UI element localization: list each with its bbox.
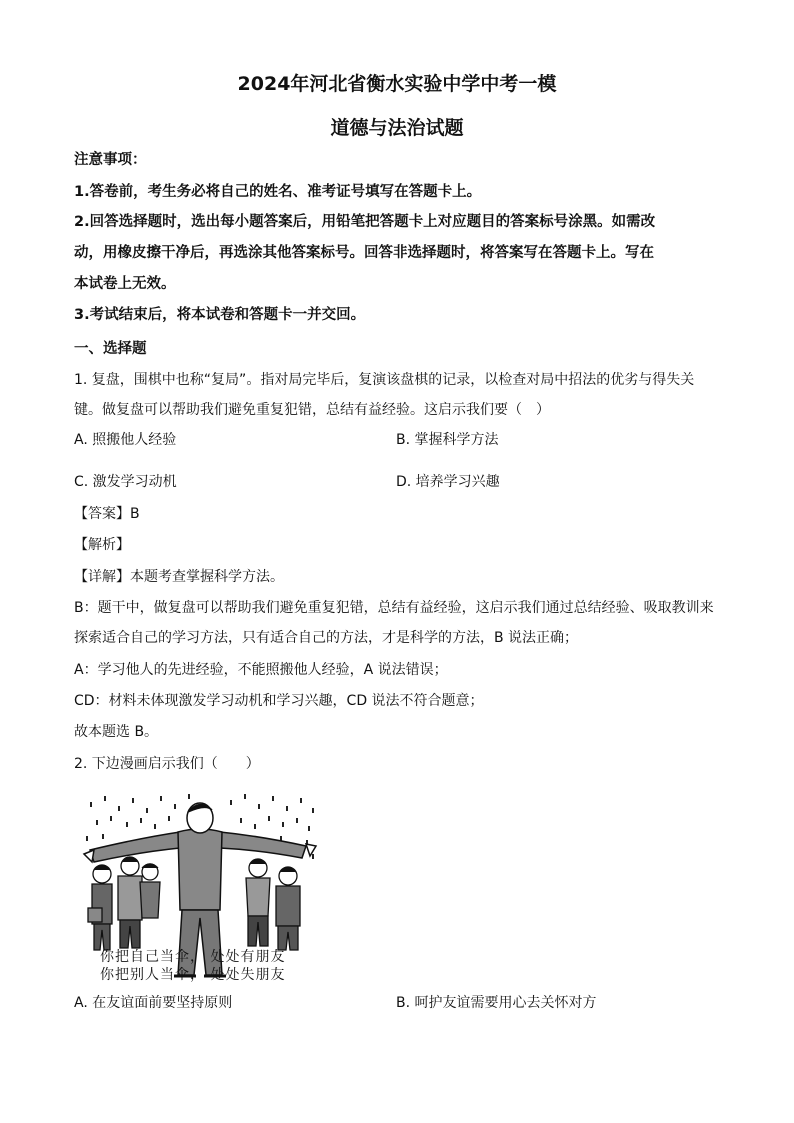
- section-heading: 一、选择题: [74, 341, 147, 357]
- q1-answer: 【答案】B: [74, 506, 140, 522]
- q1-stem-line2: 键。做复盘可以帮助我们避免重复犯错，总结有益经验。这启示我们要（ ）: [74, 402, 550, 418]
- cartoon-caption-line2: 你把别人当伞， 处处失朋友: [100, 967, 286, 983]
- q1-detail: 【详解】本题考查掌握科学方法。: [74, 569, 284, 585]
- q1-conclusion: 故本题选 B。: [74, 724, 159, 740]
- q1-option-c: C. 激发学习动机: [74, 474, 177, 490]
- q1-explanation: A：学习他人的先进经验，不能照搬他人经验，A 说法错误；: [74, 662, 448, 678]
- q1-explanation: CD：材料未体现激发学习动机和学习兴趣，CD 说法不符合题意；: [74, 693, 484, 709]
- note-item: 本试卷上无效。: [74, 276, 176, 292]
- left-group-figures: [88, 857, 160, 950]
- q1-explanation: 探索适合自己的学习方法，只有适合自己的方法，才是科学的方法，B 说法正确；: [74, 630, 579, 646]
- q2-option-b: B. 呵护友谊需要用心去关怀对方: [396, 995, 597, 1011]
- q1-option-a: A. 照搬他人经验: [74, 432, 177, 448]
- q1-option-d: D. 培养学习兴趣: [396, 474, 500, 490]
- q1-explanation: B：题干中，做复盘可以帮助我们避免重复犯错，总结有益经验，这启示我们通过总结经验、吸取教训来: [74, 600, 714, 616]
- exam-subtitle: 道德与法治试题: [330, 117, 464, 139]
- q1-analysis-label: 【解析】: [74, 537, 130, 553]
- note-item: 动，用橡皮擦干净后，再选涂其他答案标号。回答非选择题时，将答案写在答题卡上。写在: [74, 245, 654, 261]
- q1-option-b: B. 掌握科学方法: [396, 432, 499, 448]
- note-item: 1.答卷前，考生务必将自己的姓名、准考证号填写在答题卡上。: [74, 184, 482, 200]
- note-item: 3.考试结束后，将本试卷和答题卡一并交回。: [74, 307, 366, 323]
- exam-title: 2024年河北省衡水实验中学中考一模: [237, 73, 557, 95]
- q1-stem-line1: 1. 复盘，围棋中也称“复局”。指对局完毕后，复演该盘棋的记录，以检查对局中招法的优劣与得失关: [74, 372, 695, 388]
- q2-stem: 2. 下边漫画启示我们（ ）: [74, 756, 260, 772]
- notes-heading: 注意事项：: [74, 152, 147, 168]
- q2-option-a: A. 在友谊面前要坚持原则: [74, 995, 233, 1011]
- right-group-figures: [246, 859, 300, 950]
- cartoon-caption-line1: 你把自己当伞， 处处有朋友: [100, 949, 286, 965]
- note-item: 2.回答选择题时，选出每小题答案后，用铅笔把答题卡上对应题目的答案标号涂黑。如需改: [74, 214, 656, 230]
